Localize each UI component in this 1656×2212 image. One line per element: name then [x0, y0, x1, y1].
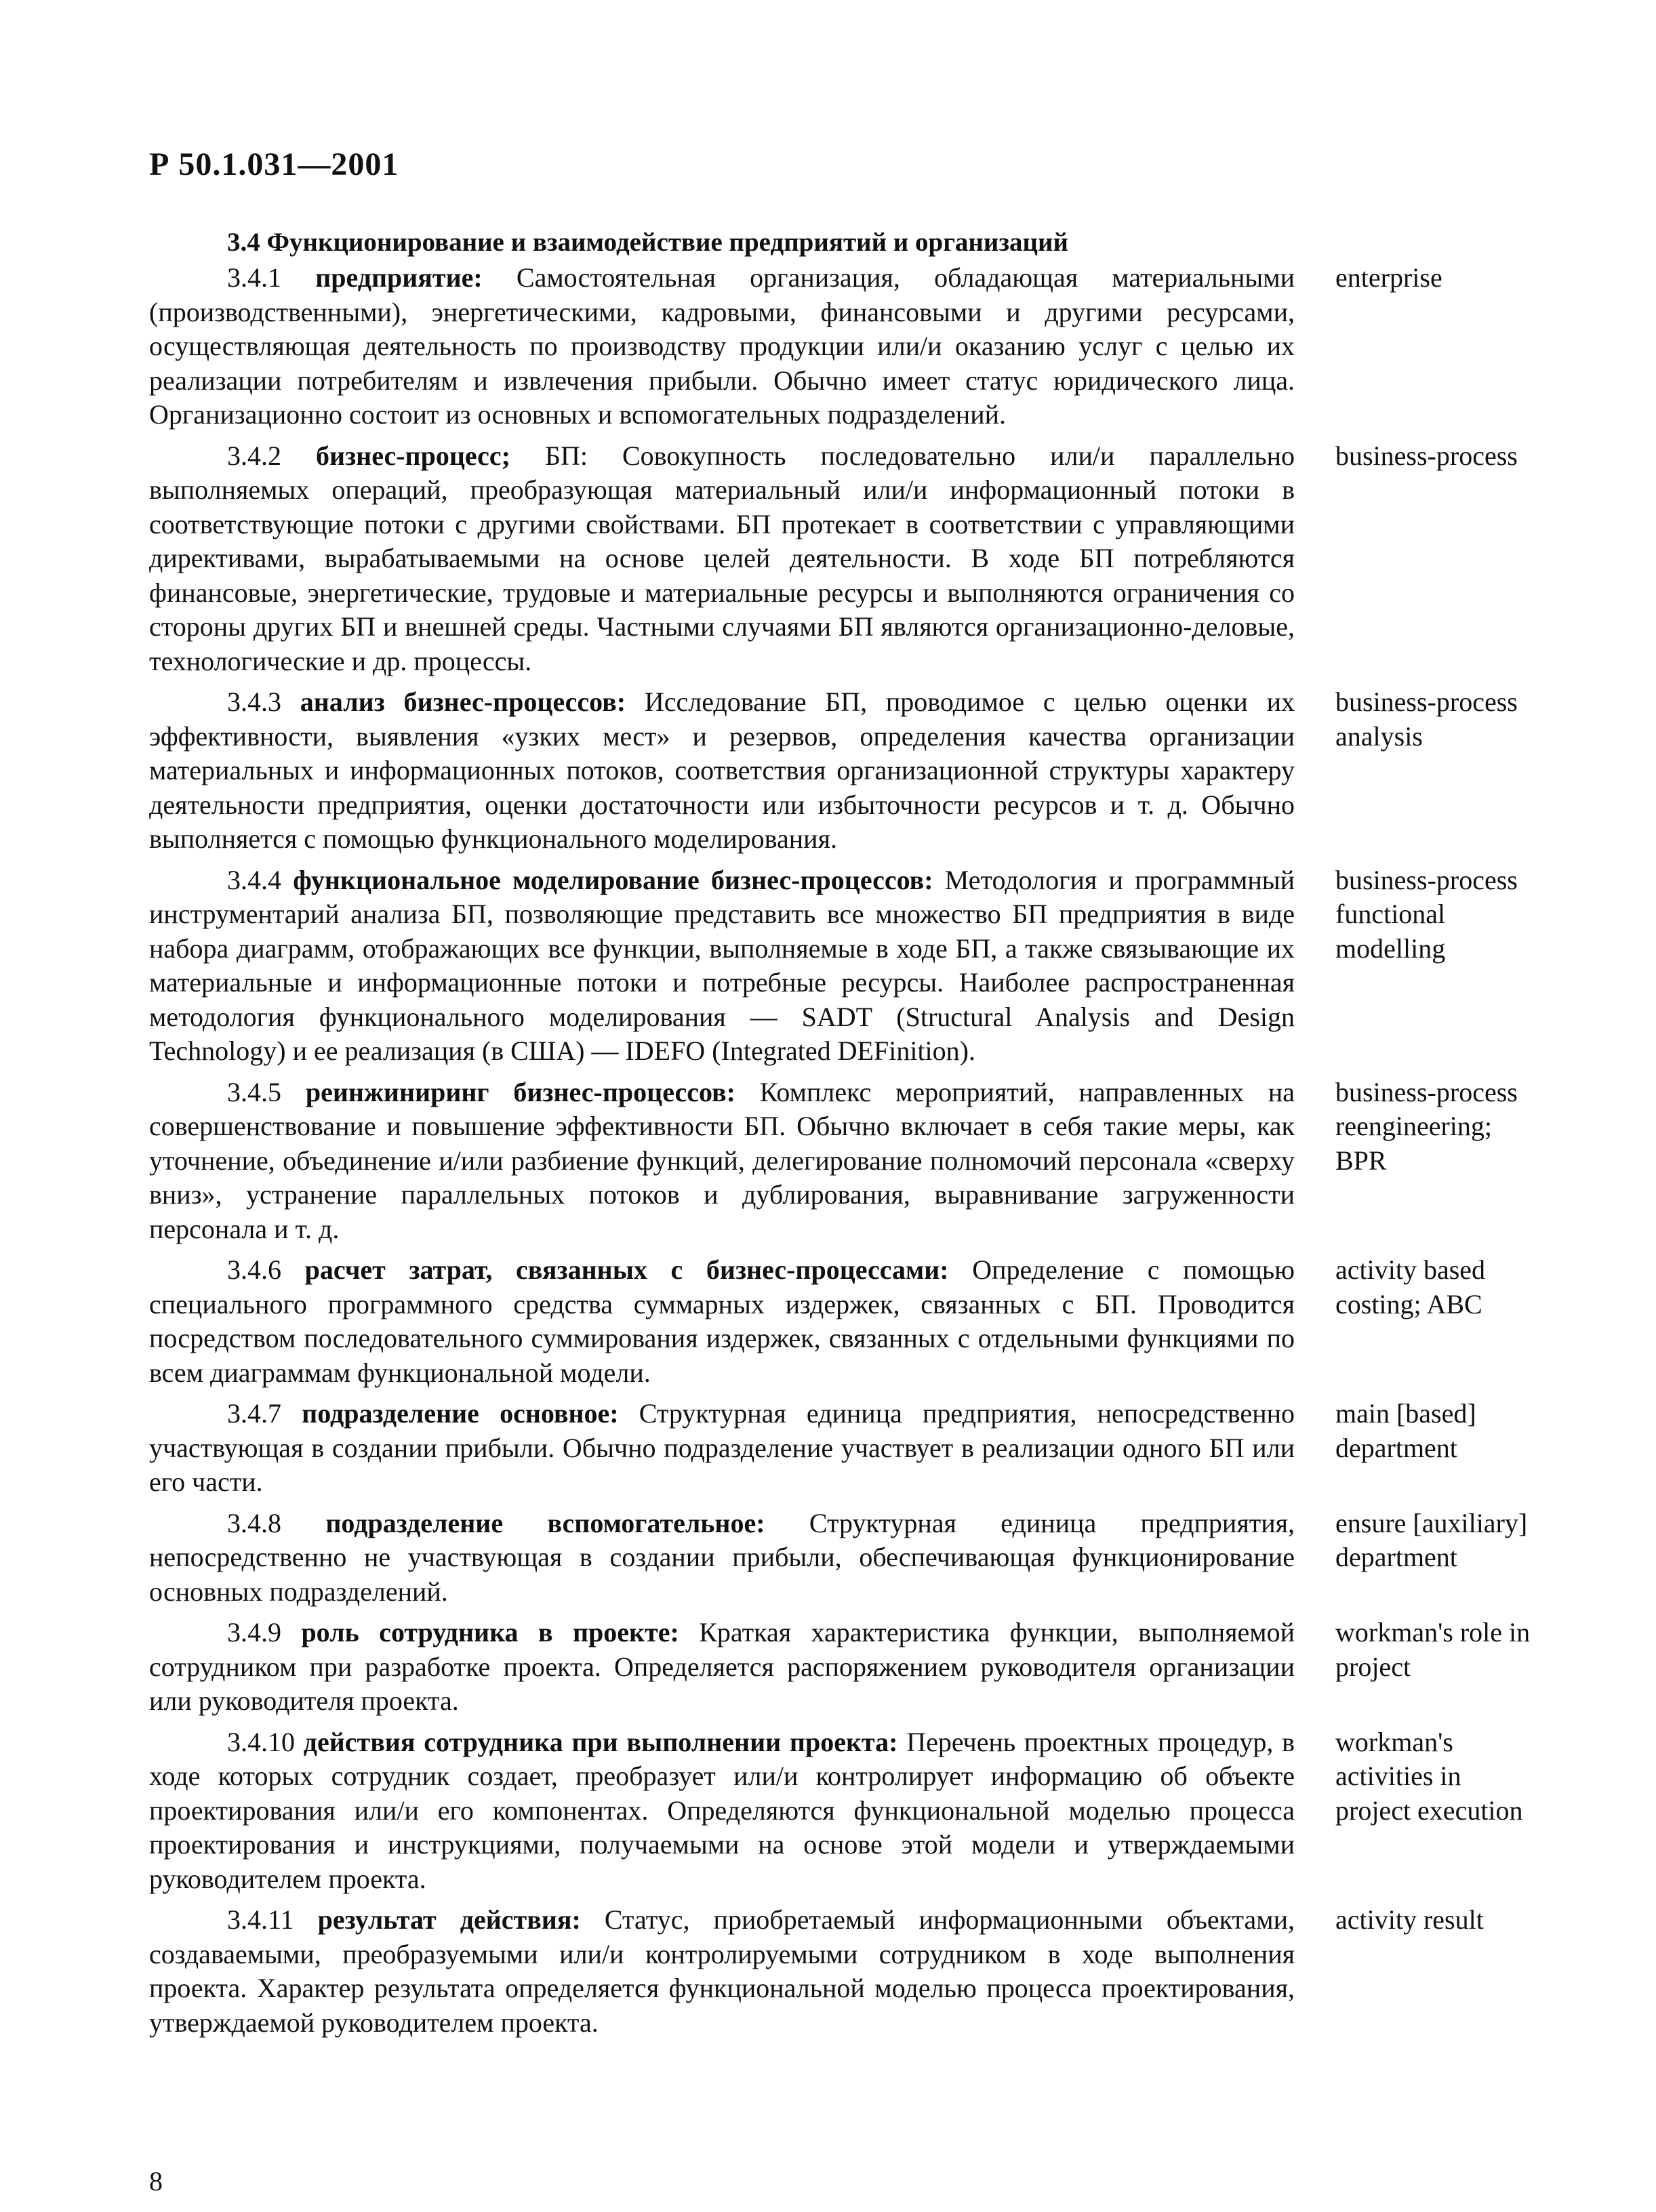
entry-number: 3.4.8	[227, 1507, 281, 1538]
english-equivalent: business-process	[1335, 440, 1518, 471]
entry-term: роль сотрудника в проекте:	[301, 1617, 679, 1647]
entry-term: анализ бизнес-процессов:	[300, 687, 626, 717]
english-equivalent: activity result	[1335, 1904, 1484, 1935]
entry-number: 3.4.1	[227, 262, 281, 293]
entry-definition	[149, 1725, 1295, 1897]
entry-text: Методология и программный инструментарий анализа БП, позволяющие представить все множество БП предприятия в виде набора диаграмм, отображающих все функции, выполняемые в ходе БП, а также связывающие их материальные и информационные потоки и потребные ресурсы. Наиболее распространенная методология функционального моделирования — SADT (Structural Analysis and Design Technology) и ее реализация (в США) — IDEFO (Integrated DEFinition).	[149, 864, 1295, 1066]
entry-term: реинжиниринг бизнес-процессов:	[305, 1076, 735, 1107]
entry-term: подразделение основное:	[302, 1398, 619, 1429]
entry-number: 3.4.9	[227, 1617, 281, 1647]
entry-3-4-9	[149, 1616, 1546, 1719]
entry-number: 3.4.3	[227, 687, 281, 717]
entry-number: 3.4.2	[227, 440, 281, 471]
entry-definition	[149, 1616, 1295, 1719]
english-equivalent: business-process reengineering; BPR	[1335, 1076, 1518, 1176]
english-equivalent: business-process analysis	[1335, 687, 1518, 752]
entry-number: 3.4.7	[227, 1398, 281, 1429]
entry-3-4-5	[149, 1076, 1546, 1247]
entry-definition	[149, 1076, 1295, 1247]
entry-3-4-8	[149, 1507, 1546, 1610]
entry-3-4-11	[149, 1903, 1546, 2040]
entry-text: Статус, приобретаемый информационными объектами, создаваемыми, преобразуемыми или/и контролируемыми сотрудником в ходе выполнения проекта. Характер результата определяется функциональной моделью процесса проектирования, утверждаемой руководителем проекта.	[149, 1904, 1295, 2038]
english-equivalent: ensure [auxiliary] department	[1335, 1507, 1528, 1572]
entry-text: Исследование БП, проводимое с целью оценки их эффективности, выявления «узких мест» и резервов, определения качества организации материальных и информационных потоков, соответствия организационной структуры характеру деятельности предприятия, оценки достаточности или избыточности ресурсов и т. д. Обычно выполняется с помощью функционального моделирования.	[149, 687, 1295, 854]
entry-definition	[149, 863, 1295, 1069]
entry-3-4-2	[149, 439, 1546, 679]
document-number: Р 50.1.031—2001	[149, 146, 399, 182]
entry-definition	[149, 685, 1295, 857]
entry-3-4-4	[149, 863, 1546, 1069]
entry-term: действия сотрудника при выполнении проекта:	[303, 1726, 898, 1757]
entry-3-4-1	[149, 261, 1546, 432]
entry-3-4-10	[149, 1725, 1546, 1897]
entry-definition	[149, 261, 1295, 432]
english-equivalent: business-process functional modelling	[1335, 864, 1518, 964]
entry-number: 3.4.6	[227, 1254, 281, 1285]
entry-text: Структурная единица предприятия, непосредственно не участвующая в создании прибыли, обеспечивающая функционирование основных подразделений.	[149, 1507, 1295, 1607]
english-equivalent: main [based] department	[1335, 1398, 1476, 1463]
entry-text: Краткая характеристика функции, выполняемой сотрудником при разработке проекта. Определяется распоряжением руководителя организации или руководителя проекта.	[149, 1617, 1295, 1716]
entry-text: Структурная единица предприятия, непосредственно участвующая в создании прибыли. Обычно подразделение участвует в реализации одного БП или его части.	[149, 1398, 1295, 1497]
entry-number: 3.4.5	[227, 1076, 281, 1107]
english-equivalent: activity based costing; ABC	[1335, 1254, 1486, 1319]
entry-list	[149, 261, 1546, 2047]
entry-3-4-3	[149, 685, 1546, 857]
entry-definition	[149, 1397, 1295, 1500]
entry-number: 3.4.10	[227, 1726, 295, 1757]
entry-text: Определение с помощью специального программного средства суммарных издержек, связанных с БП. Проводится посредством последовательного суммирования издержек, связанных с отдельными функциями по всем диаграммам функциональной модели.	[149, 1254, 1295, 1388]
entry-text: БП: Совокупность последовательно или/и параллельно выполняемых операций, преобразующая материальный или/и информационный потоки в соответствующие потоки с другими свойствами. БП протекает в соответствии с управляющими директивами, вырабатываемыми на основе целей деятельности. В ходе БП потребляются финансовые, энергетические, трудовые и материальные ресурсы и выполняются ограничения со стороны других БП и внешней среды. Частными случаями БП являются организационно-деловые, технологические и др. процессы.	[149, 440, 1295, 676]
english-equivalent: workman's activities in project execution	[1335, 1726, 1523, 1826]
page-number: 8	[149, 2166, 163, 2196]
entry-term: предприятие:	[315, 262, 483, 293]
entry-definition	[149, 1507, 1295, 1610]
entry-definition	[149, 1903, 1295, 2040]
entry-number: 3.4.4	[227, 864, 281, 895]
entry-term: результат действия:	[317, 1904, 581, 1935]
entry-definition	[149, 1253, 1295, 1390]
entry-number: 3.4.11	[227, 1904, 294, 1935]
entry-term: расчет затрат, связанных с бизнес-процессами:	[304, 1254, 949, 1285]
english-equivalent: workman's role in project	[1335, 1617, 1531, 1682]
entry-term: функциональное моделирование бизнес-процессов:	[293, 864, 933, 895]
section-heading: 3.4 Функционирование и взаимодействие предприятий и организаций	[227, 228, 1068, 257]
entry-text: Самостоятельная организация, обладающая материальными (производственными), энергетическими, кадровыми, финансовыми и другими ресурсами, осуществляющая деятельность по производству продукции или/и оказанию услуг с целью их реализации потребителям и извлечения прибыли. Обычно имеет статус юридического лица. Организационно состоит из основных и вспомогательных подразделений.	[149, 262, 1295, 430]
english-equivalent: enterprise	[1335, 262, 1442, 293]
entry-term: бизнес-процесс;	[316, 440, 510, 471]
entry-3-4-6	[149, 1253, 1546, 1390]
entry-text: Комплекс мероприятий, направленных на совершенствование и повышение эффективности БП. Обычно включает в себя такие меры, как уточнение, объединение и/или разбиение функций, делегирование полномочий персонала «сверху вниз», устранение параллельных потоков и дублирования, выравнивание загруженности персонала и т. д.	[149, 1076, 1295, 1244]
entry-term: подразделение вспомогательное:	[325, 1507, 765, 1538]
entry-definition	[149, 439, 1295, 679]
entry-text: Перечень проектных процедур, в ходе которых сотрудник создает, преобразует или/и контролирует информацию об объекте проектирования или/и его компонентах. Определяются функциональной моделью процесса проектирования и инструкциями, получаемыми на основе этой модели и утверждаемыми руководителем проекта.	[149, 1726, 1295, 1894]
entry-3-4-7	[149, 1397, 1546, 1500]
